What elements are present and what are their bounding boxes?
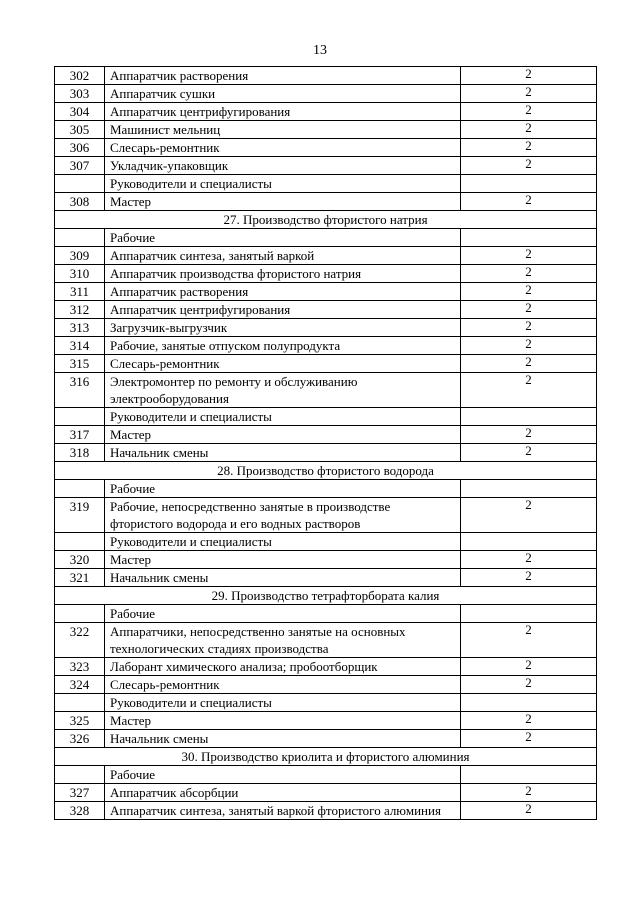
table-row — [55, 157, 597, 175]
row-value: 2 — [461, 426, 597, 444]
table-row — [55, 802, 597, 820]
group-title: Руководители и специалисты — [105, 408, 461, 426]
row-value: 2 — [461, 121, 597, 139]
profession-name: Аппаратчик центрифугирования — [105, 103, 461, 121]
row-value: 2 — [461, 551, 597, 569]
empty-number-cell — [55, 766, 105, 784]
row-number: 313 — [55, 319, 105, 337]
table-row — [55, 426, 597, 444]
row-number: 312 — [55, 301, 105, 319]
profession-name: Аппаратчик производства фтористого натрия — [105, 265, 461, 283]
group-title: Рабочие — [105, 766, 461, 784]
profession-name: Укладчик-упаковщик — [105, 157, 461, 175]
empty-number-cell — [55, 533, 105, 551]
table-row — [55, 193, 597, 211]
section-heading-row — [55, 211, 597, 229]
empty-value-cell — [461, 480, 597, 498]
positions-table — [54, 66, 597, 820]
group-heading-row — [55, 480, 597, 498]
row-value: 2 — [461, 67, 597, 85]
profession-name: Аппаратчик центрифугирования — [105, 301, 461, 319]
section-heading-row — [55, 748, 597, 766]
empty-value-cell — [461, 533, 597, 551]
row-value: 2 — [461, 283, 597, 301]
table-row — [55, 85, 597, 103]
profession-name: Мастер — [105, 551, 461, 569]
section-title: 28. Производство фтористого водорода — [55, 462, 597, 480]
row-value: 2 — [461, 676, 597, 694]
table-row — [55, 784, 597, 802]
table-row — [55, 319, 597, 337]
row-number: 305 — [55, 121, 105, 139]
empty-number-cell — [55, 480, 105, 498]
table-row — [55, 623, 597, 658]
row-value: 2 — [461, 802, 597, 820]
row-number: 326 — [55, 730, 105, 748]
group-title: Рабочие — [105, 229, 461, 247]
profession-name: Аппаратчик синтеза, занятый варкой — [105, 247, 461, 265]
section-title: 29. Производство тетрафторбората калия — [55, 587, 597, 605]
profession-name: Слесарь-ремонтник — [105, 139, 461, 157]
row-value: 2 — [461, 319, 597, 337]
profession-name: Аппаратчик растворения — [105, 67, 461, 85]
profession-name: Аппаратчик синтеза, занятый варкой фтористого алюминия — [105, 802, 461, 820]
row-number: 319 — [55, 498, 105, 533]
group-title: Рабочие — [105, 480, 461, 498]
table-row — [55, 498, 597, 533]
row-number: 323 — [55, 658, 105, 676]
group-title: Руководители и специалисты — [105, 533, 461, 551]
profession-name: Слесарь-ремонтник — [105, 676, 461, 694]
table-row — [55, 658, 597, 676]
row-number: 322 — [55, 623, 105, 658]
empty-value-cell — [461, 175, 597, 193]
table-row — [55, 121, 597, 139]
profession-name: Начальник смены — [105, 569, 461, 587]
row-value: 2 — [461, 85, 597, 103]
row-value: 2 — [461, 139, 597, 157]
profession-name: Лаборант химического анализа; пробоотборщик — [105, 658, 461, 676]
row-number: 307 — [55, 157, 105, 175]
profession-name: Начальник смены — [105, 444, 461, 462]
row-value: 2 — [461, 623, 597, 658]
profession-name: Загрузчик-выгрузчик — [105, 319, 461, 337]
row-number: 309 — [55, 247, 105, 265]
row-number: 315 — [55, 355, 105, 373]
section-title: 30. Производство криолита и фтористого алюминия — [55, 748, 597, 766]
row-number: 317 — [55, 426, 105, 444]
row-value: 2 — [461, 247, 597, 265]
section-heading-row — [55, 587, 597, 605]
row-value: 2 — [461, 265, 597, 283]
profession-name: Машинист мельниц — [105, 121, 461, 139]
empty-number-cell — [55, 605, 105, 623]
row-number: 325 — [55, 712, 105, 730]
empty-number-cell — [55, 694, 105, 712]
table-row — [55, 355, 597, 373]
table-row — [55, 301, 597, 319]
row-value: 2 — [461, 658, 597, 676]
section-heading-row — [55, 462, 597, 480]
row-number: 328 — [55, 802, 105, 820]
table-row — [55, 67, 597, 85]
row-value: 2 — [461, 373, 597, 408]
table-row — [55, 265, 597, 283]
group-heading-row — [55, 229, 597, 247]
row-number: 306 — [55, 139, 105, 157]
table-row — [55, 551, 597, 569]
row-number: 303 — [55, 85, 105, 103]
table-row — [55, 676, 597, 694]
table-row — [55, 103, 597, 121]
profession-name: Рабочие, непосредственно занятые в производстве фтористого водорода и его водных растворов — [105, 498, 461, 533]
empty-value-cell — [461, 229, 597, 247]
group-title: Руководители и специалисты — [105, 175, 461, 193]
row-value: 2 — [461, 337, 597, 355]
row-number: 316 — [55, 373, 105, 408]
empty-value-cell — [461, 408, 597, 426]
row-value: 2 — [461, 730, 597, 748]
table-row — [55, 712, 597, 730]
row-value: 2 — [461, 712, 597, 730]
profession-name: Начальник смены — [105, 730, 461, 748]
profession-name: Аппаратчики, непосредственно занятые на основных технологических стадиях производства — [105, 623, 461, 658]
row-value: 2 — [461, 301, 597, 319]
empty-number-cell — [55, 229, 105, 247]
table-row — [55, 283, 597, 301]
row-number: 324 — [55, 676, 105, 694]
empty-number-cell — [55, 408, 105, 426]
section-title: 27. Производство фтористого натрия — [55, 211, 597, 229]
row-number: 310 — [55, 265, 105, 283]
profession-name: Мастер — [105, 712, 461, 730]
group-heading-row — [55, 533, 597, 551]
profession-name: Мастер — [105, 193, 461, 211]
row-value: 2 — [461, 355, 597, 373]
row-value: 2 — [461, 784, 597, 802]
row-number: 304 — [55, 103, 105, 121]
table-row — [55, 444, 597, 462]
empty-value-cell — [461, 694, 597, 712]
row-value: 2 — [461, 103, 597, 121]
profession-name: Рабочие, занятые отпуском полупродукта — [105, 337, 461, 355]
profession-name: Слесарь-ремонтник — [105, 355, 461, 373]
profession-name: Аппаратчик растворения — [105, 283, 461, 301]
group-heading-row — [55, 694, 597, 712]
table-row — [55, 373, 597, 408]
table-row — [55, 337, 597, 355]
table-row — [55, 569, 597, 587]
profession-name: Аппаратчик сушки — [105, 85, 461, 103]
row-number: 320 — [55, 551, 105, 569]
row-number: 321 — [55, 569, 105, 587]
profession-name: Электромонтер по ремонту и обслуживанию электрооборудования — [105, 373, 461, 408]
row-value: 2 — [461, 157, 597, 175]
profession-name: Мастер — [105, 426, 461, 444]
row-number: 314 — [55, 337, 105, 355]
table-row — [55, 139, 597, 157]
group-title: Рабочие — [105, 605, 461, 623]
row-number: 308 — [55, 193, 105, 211]
row-value: 2 — [461, 193, 597, 211]
table-row — [55, 730, 597, 748]
row-number: 318 — [55, 444, 105, 462]
group-heading-row — [55, 408, 597, 426]
row-number: 302 — [55, 67, 105, 85]
table-row — [55, 247, 597, 265]
row-number: 311 — [55, 283, 105, 301]
row-value: 2 — [461, 569, 597, 587]
page-number: 13 — [313, 43, 327, 58]
empty-number-cell — [55, 175, 105, 193]
row-value: 2 — [461, 498, 597, 533]
group-heading-row — [55, 175, 597, 193]
group-title: Руководители и специалисты — [105, 694, 461, 712]
empty-value-cell — [461, 766, 597, 784]
group-heading-row — [55, 605, 597, 623]
profession-name: Аппаратчик абсорбции — [105, 784, 461, 802]
row-value: 2 — [461, 444, 597, 462]
row-number: 327 — [55, 784, 105, 802]
group-heading-row — [55, 766, 597, 784]
empty-value-cell — [461, 605, 597, 623]
